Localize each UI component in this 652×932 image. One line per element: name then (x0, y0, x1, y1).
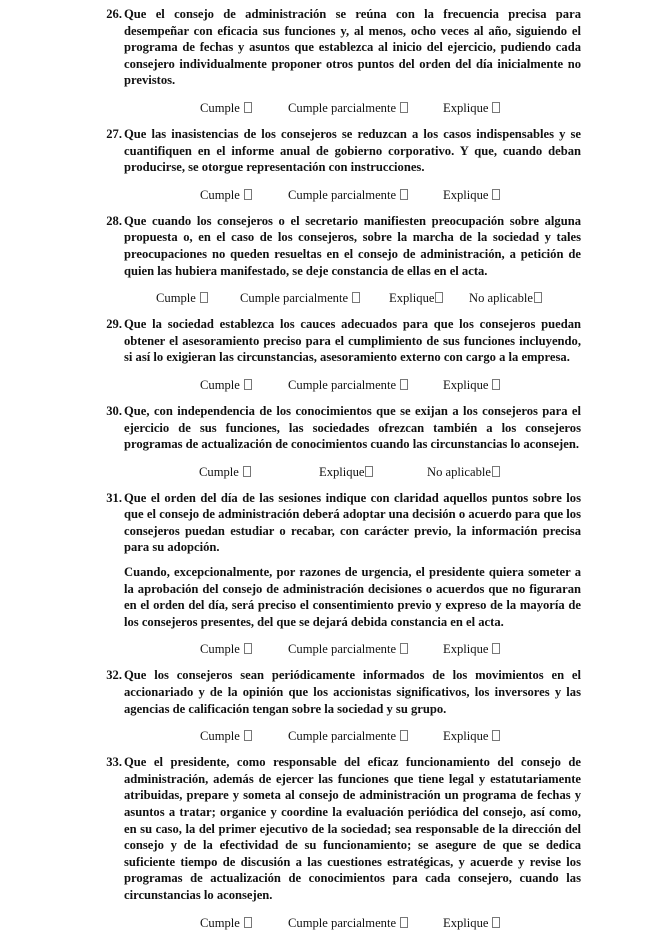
recommendation-text: Que la sociedad establezca los cauces adecuados para que los consejeros puedan obtener el asesoramiento preciso para el cumplimiento de sus funciones incluyendo, si así lo exigieran las circunstancias, asesoramiento externo con cargo a la empresa. (124, 317, 581, 365)
option-explique[interactable]: Explique (319, 463, 373, 481)
option-explique[interactable]: Explique (443, 640, 500, 658)
option-cumple[interactable]: Cumple (156, 289, 208, 307)
recommendation-26 (0, 6, 652, 117)
option-cumple[interactable]: Cumple (200, 186, 252, 204)
option-no-aplicable[interactable]: No aplicable (427, 463, 500, 481)
recommendation-text: Que cuando los consejeros o el secretario manifiesten preocupación sobre alguna propuesta o, en el caso de los consejeros, sobre la marcha de la sociedad y tales preocupaciones no queden resueltas en el consejo de administración, a petición de quien las hubiera manifestado, se deje constancia de ellas en el acta. (124, 213, 581, 278)
checkbox[interactable] (492, 102, 500, 113)
recommendation-31 (0, 490, 652, 659)
options-row (0, 640, 652, 658)
recommendation-28 (0, 213, 652, 307)
checkbox[interactable] (243, 466, 251, 477)
checkbox[interactable] (534, 292, 542, 303)
option-cumple[interactable]: Cumple (200, 914, 252, 932)
recommendation-text: Que las inasistencias de los consejeros se reduzcan a los casos indispensables y se cuantifiquen en el informe anual de gobierno corporativo. Y que, cuando deban producirse, se otorgue representación con instrucciones. (124, 126, 581, 175)
option-cumple-parcialmente[interactable]: Cumple parcialmente (240, 289, 360, 307)
option-cumple[interactable]: Cumple (200, 727, 252, 745)
option-explique[interactable]: Explique (443, 376, 500, 394)
checkbox[interactable] (244, 379, 252, 390)
recommendation-text: Que el consejo de administración se reúna con la frecuencia precisa para desempeñar con eficacia sus funciones y, al menos, ocho veces al año, siguiendo el programa de fechas y asuntos que establezca al inicio del ejercicio, pudiendo cada consejero individualmente proponer otros puntos del orden del día inicialmente no previstos. (124, 7, 581, 88)
item-number: 30. (106, 403, 122, 418)
checkbox[interactable] (400, 189, 408, 200)
option-explique[interactable]: Explique (389, 289, 443, 307)
options-row (0, 914, 652, 932)
recommendation-30 (0, 403, 652, 481)
item-number: 31. (106, 490, 122, 505)
checkbox[interactable] (352, 292, 360, 303)
checkbox[interactable] (492, 379, 500, 390)
options-row (0, 99, 652, 117)
options-row (0, 186, 652, 204)
item-number: 33. (106, 755, 122, 770)
checkbox[interactable] (492, 466, 500, 477)
checkbox[interactable] (244, 643, 252, 654)
item-number: 26. (106, 7, 122, 21)
options-row (0, 727, 652, 745)
option-cumple-parcialmente[interactable]: Cumple parcialmente (288, 640, 408, 658)
recommendation-27 (0, 126, 652, 204)
checkbox[interactable] (435, 292, 443, 303)
options-row (0, 376, 652, 394)
option-explique[interactable]: Explique (443, 914, 500, 932)
checkbox[interactable] (244, 102, 252, 113)
option-no-aplicable[interactable]: No aplicable (469, 289, 542, 307)
checkbox[interactable] (244, 730, 252, 741)
option-cumple[interactable]: Cumple (200, 640, 252, 658)
checkbox[interactable] (200, 292, 208, 303)
checkbox[interactable] (400, 379, 408, 390)
checkbox[interactable] (492, 643, 500, 654)
recommendation-text: Que el orden del día de las sesiones indique con claridad aquellos puntos sobre los que el consejo de administración deberá adoptar una decisión o acuerdo para que los consejeros puedan estudiar o recabar, con carácter previo, la información precisa para su adopción. (124, 490, 581, 555)
recommendation-29 (0, 316, 652, 394)
option-cumple[interactable]: Cumple (199, 463, 251, 481)
checkbox[interactable] (365, 466, 373, 477)
checkbox[interactable] (244, 189, 252, 200)
checkbox[interactable] (492, 730, 500, 741)
recommendation-text: Que los consejeros sean periódicamente informados de los movimientos en el accionariado y de la opinión que los accionistas significativos, los inversores y las agencias de calificación tengan sobre la sociedad y su grupo. (124, 668, 581, 716)
item-number: 27. (106, 126, 122, 141)
option-cumple-parcialmente[interactable]: Cumple parcialmente (288, 914, 408, 932)
item-number: 32. (106, 668, 122, 683)
checkbox[interactable] (492, 189, 500, 200)
options-row (0, 289, 652, 307)
recommendation-text-continued: Cuando, excepcionalmente, por razones de urgencia, el presidente quiera someter a la aprobación del consejo de administración decisiones o acuerdos que no figuraran en el orden del día, será preciso el consentimiento previo y expreso de la mayoría de los consejeros presentes, del que se dejará debida constancia en el acta. (124, 565, 581, 629)
recommendation-33 (0, 754, 652, 931)
option-cumple-parcialmente[interactable]: Cumple parcialmente (288, 376, 408, 394)
checkbox[interactable] (400, 102, 408, 113)
checkbox[interactable] (400, 643, 408, 654)
item-number: 28. (106, 213, 122, 228)
recommendation-32 (0, 667, 652, 745)
options-row (0, 463, 652, 481)
checkbox[interactable] (244, 917, 252, 928)
item-number: 29. (106, 317, 122, 332)
option-explique[interactable]: Explique (443, 727, 500, 745)
option-cumple-parcialmente[interactable]: Cumple parcialmente (288, 727, 408, 745)
option-explique[interactable]: Explique (443, 99, 500, 117)
checkbox[interactable] (400, 730, 408, 741)
option-cumple-parcialmente[interactable]: Cumple parcialmente (288, 99, 408, 117)
option-cumple[interactable]: Cumple (200, 376, 252, 394)
option-explique[interactable]: Explique (443, 186, 500, 204)
recommendation-text: Que el presidente, como responsable del eficaz funcionamiento del consejo de administración, además de ejercer las funciones que tiene legal y estatutariamente atribuidas, prepare y someta al consejo de administración un programa de fechas y asuntos a tratar; organice y coordine la evaluación periódica del consejo, así como, en su caso, la del primer ejecutivo de la sociedad; sea responsable de la dirección del consejo y de la efectividad de su funcionamiento; se asegure de que se dedica suficiente tiempo de discusión a las cuestiones estratégicas, y acuerde y revise los programas de actualización de conocimientos para cada consejero, cuando las circunstancias lo aconsejen. (124, 755, 581, 902)
checkbox[interactable] (492, 917, 500, 928)
option-cumple[interactable]: Cumple (200, 99, 252, 117)
checkbox[interactable] (400, 917, 408, 928)
option-cumple-parcialmente[interactable]: Cumple parcialmente (288, 186, 408, 204)
recommendation-text: Que, con independencia de los conocimientos que se exijan a los consejeros para el ejercicio de sus funciones, las sociedades ofrezcan también a los consejeros programas de actualización de conocimientos cuando las circunstancias lo aconsejen. (124, 403, 581, 452)
